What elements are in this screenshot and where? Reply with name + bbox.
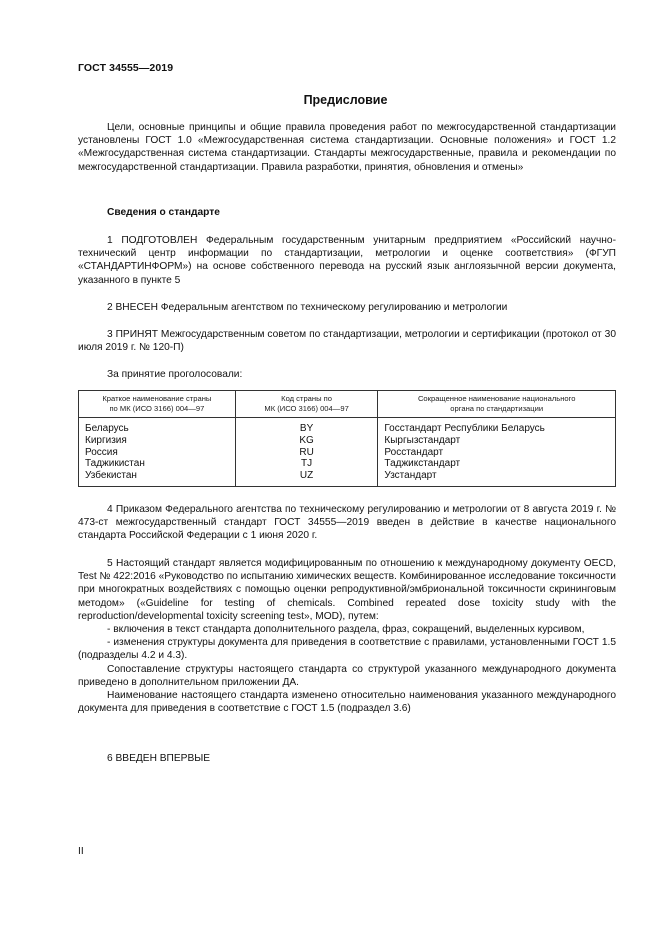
code-cell: RU [235, 447, 378, 459]
item-6 [78, 752, 616, 765]
item-1-text: 1 ПОДГОТОВЛЕН Федеральным государственным унитарным предприятием «Российский научно-технический центр информации по стандартизации, метрологии и оценке соответствия» (ФГУП «СТАНДАРТИНФОРМ») на основе собственного перевода на русский язык англоязычной версии документа, указанного в пункте 5 [78, 235, 616, 286]
intro-paragraph [78, 121, 616, 174]
country-cell: Узбекистан [79, 470, 236, 486]
table-row [79, 470, 616, 486]
header-country-code-line2: МК (ИСО 3166) 004—97 [264, 404, 349, 413]
header-standards-body-line2: органа по стандартизации [450, 404, 544, 413]
intro-text: Цели, основные принципы и общие правила проведения работ по межгосударственной стандартизации установлены ГОСТ 1.0 «Межгосударственная система стандартизации. Основные положения» и ГОСТ 1.2 «Межгосударственная система стандартизации. Стандарты межгосударственные, правила и рекомендации по межгосударственной стандартизации. Правила разработки, принятия, обновления и отмены» [78, 122, 616, 173]
header-country-name-line1: Краткое наименование страны [102, 394, 212, 403]
body-cell: Кыргызстандарт [378, 435, 616, 447]
body-cell: Таджикстандарт [378, 458, 616, 470]
header-standards-body [378, 391, 616, 418]
header-country-code [235, 391, 378, 418]
body-cell: Росстандарт [378, 447, 616, 459]
item-5-bullet-1: - включения в текст стандарта дополнительного раздела, фраз, сокращений, выделенных курсивом, [107, 624, 585, 636]
country-cell: Таджикистан [79, 458, 236, 470]
header-standards-body-line1: Сокращенное наименование национального [417, 394, 576, 403]
item-5-bullet-2: - изменения структуры документа для приведения в соответствие с правилами, установленными ГОСТ 1.5 (подразделы 4.2 и 4.3). [78, 637, 616, 662]
countries-table-header-row [79, 391, 616, 418]
item-3 [78, 328, 616, 354]
item-5-paragraph-3: Наименование настоящего стандарта изменено относительно наименования указанного международного документа для приведения в соответствие с ГОСТ 1.5 (подраздел 3.6) [78, 690, 616, 715]
country-cell: Россия [79, 447, 236, 459]
item-4 [78, 503, 616, 543]
info-heading: Сведения о стандарте [107, 207, 220, 218]
body-cell: Узстандарт [378, 470, 616, 486]
page-title-text: Предисловие [303, 93, 388, 107]
table-row [79, 447, 616, 459]
item-6-text: 6 ВВЕДЕН ВПЕРВЫЕ [107, 753, 211, 764]
item-5-text: 5 Настоящий стандарт является модифицированным по отношению к международному документу OECD, Test № 422:2016 «Руководство по испытанию химических веществ. Комбинированное исследование токсичности при многократных воздействиях с помощью оценки репродуктивной/эмбриональной токсичности скрининговым методом» («Guideline for testing of chemicals. Combined repeated dose toxicity study with the reproduction/developmental toxicity screening test», MOD), путем: [78, 558, 616, 622]
document-header-id: ГОСТ 34555—2019 [78, 62, 174, 74]
header-country-name [79, 391, 236, 418]
item-4-text: 4 Приказом Федерального агентства по техническому регулированию и метрологии от 8 августа 2019 г. № 473-ст межгосударственный стандарт ГОСТ 34555—2019 введен в действие в качестве национального стандарта Российской Федерации с 1 июня 2020 г. [78, 504, 616, 542]
code-cell: TJ [235, 458, 378, 470]
body-cell: Госстандарт Республики Беларусь [378, 418, 616, 435]
header-country-code-line1: Код страны по [281, 394, 332, 403]
table-row [79, 458, 616, 470]
item-5 [78, 557, 616, 715]
item-5-paragraph-2: Сопоставление структуры настоящего стандарта со структурой указанного международного документа приведено в дополнительном приложении ДА. [78, 663, 616, 688]
item-1 [78, 234, 616, 287]
countries-table [78, 390, 616, 487]
page-number: II [78, 846, 84, 857]
page-title [0, 93, 661, 107]
vote-label: За принятие проголосовали: [107, 369, 243, 380]
country-cell: Киргизия [79, 435, 236, 447]
code-cell: BY [235, 418, 378, 435]
header-country-name-line2: по МК (ИСО 3166) 004—97 [109, 404, 205, 413]
country-cell: Беларусь [79, 418, 236, 435]
table-row [79, 418, 616, 435]
item-2-text: 2 ВНЕСЕН Федеральным агентством по техническому регулированию и метрологии [107, 302, 508, 313]
code-cell: KG [235, 435, 378, 447]
item-3-text: 3 ПРИНЯТ Межгосударственным советом по стандартизации, метрологии и сертификации (протокол от 30 июля 2019 г. № 120-П) [78, 329, 616, 354]
table-row [79, 435, 616, 447]
code-cell: UZ [235, 470, 378, 486]
item-2 [78, 301, 616, 314]
